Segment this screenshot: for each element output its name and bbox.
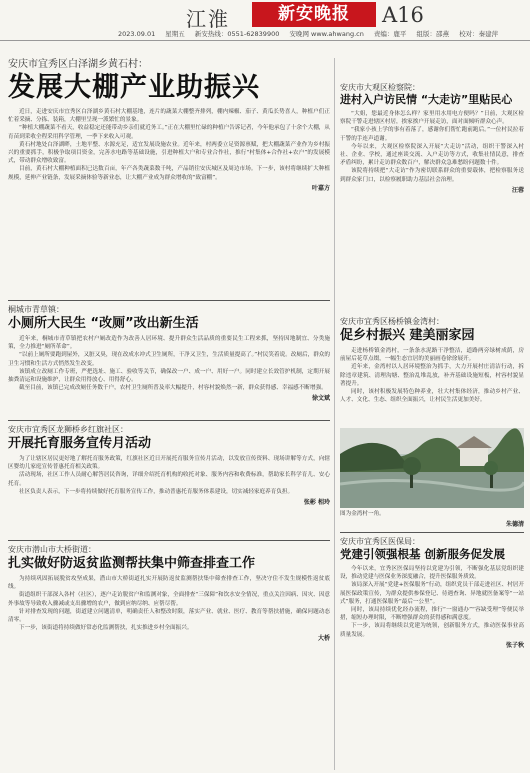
tongcheng-story [8,304,330,416]
yangqiao-kicker: 安庆市宜秀区杨桥镇金湾村： [340,317,444,326]
medical-paragraph: 今年以来，宜秀区医保局坚持以党建为引领，不断强化基层党组织建设，推动党建与医保业务深度融合，提升医保服务质效。 [340,566,524,581]
medical-paragraph: 下一步，该局将继续以党建为统领，创新服务方式，推动医保事业高质量发展。 [340,623,524,638]
tongcheng-paragraph: 该镇成立改厕工作专班，严把选址、施工、验收等关节，确保改一户、成一户、用好一户。同时建立长效管护机制，定期开展抽粪清运和设施维护，让群众用得放心、用得舒心。 [8,368,330,384]
yangqiao-story [340,316,524,426]
childcare-paragraph: 社区负责人表示，下一步将持续做好托育服务宣传工作，推动普惠托育服务体系建设，切实减轻家庭养育负担。 [19,488,294,495]
procuratorate-paragraph: “我家小孩上学的事有着落了，感谢你们帮忙跑前跑后。”一位村民拉着干警的手连声道谢。 [340,127,524,142]
yangqiao-paragraph: 同时，该村积极发展特色种养业，壮大村集体经济，推动乡村产业、人才、文化、生态、组织全面振兴，让村民生活更加美好。 [340,389,524,404]
divider [8,420,330,421]
childcare-byline: 张彬 相玲 [303,499,330,507]
procuratorate-story [340,82,524,294]
tongcheng-paragraph: 近年来，桐城市青草镇把农村户厕改造作为改善人居环境、提升群众生活品质的重要民生工程来抓，坚持因地制宜、分类施策，全力推进“厕所革命”。 [8,336,330,351]
issue-date: 2023.09.01 [118,30,156,38]
masthead [0,0,530,41]
lead-paragraph: 黄石村地处白泽湖畔，土地平整、水源充足，适宜发展设施农业。近年来，村两委立足资源禀赋，把大棚蔬菜产业作为乡村振兴的重要抓手，积极争取项目资金，完善水电路等基础设施，引进种植大户和专业合作社，推行“村集体+合作社+农户”的发展模式，带动群众增收致富。 [8,141,330,165]
medical-paragraph: 该局深入开展“党建+医保服务”行动，组织党员干部走进社区、村居开展医保政策宣传，为群众提供参保登记、待遇查询、异地就医备案等“一站式”服务，打通医保服务“最后一公里”。 [340,582,524,605]
medical-headline: 党建引领强根基 创新服务促发展 [340,547,506,561]
procuratorate-headline: 进村入户访民情 “大走访”里贴民心 [340,93,513,106]
medical-insurance-story [340,536,524,768]
designer: 组版：邵燕 [416,30,449,38]
village-photo [340,428,524,508]
poverty-monitoring-story [8,544,330,770]
yangqiao-byline: 朱德清 [505,521,524,528]
procuratorate-paragraph: 今年以来，大观区检察院深入开展“大走访”活动，组织干警深入村社、企业、学校，通过座谈交流、入户走访等方式，收集社情民意，排查矛盾纠纷，累计走访群众数百户，解决群众急难愁盼问题数十件。 [340,143,524,167]
childcare-paragraph: 为了让辖区居民更好地了解托育服务政策，红旗社区近日开展托育服务宣传月活动，以发放宣传资料、现场讲解等方式，向辖区婴幼儿家庭宣传普惠托育相关政策。 [8,456,330,471]
procuratorate-paragraph: 该院将持续把“大走访”作为密切联系群众的重要载体，把检察服务送到群众家门口，以检察履职助力基层社会治理。 [340,168,524,183]
childcare-kicker: 安庆市宜秀区龙狮桥乡红旗社区： [8,425,128,434]
column-rule [334,58,335,770]
website: 安晚网 www.ahwang.cn [289,30,364,38]
procuratorate-byline: 汪蓉 [511,186,524,194]
lead-story [8,58,330,298]
childcare-story [8,424,330,532]
medical-paragraph: 同时，该局持续优化经办流程，推行“一窗通办”“容缺受理”等便民举措，缩短办理时限，不断增强群众的获得感和满意度。 [340,607,524,622]
masthead-meta [118,29,506,38]
divider [340,532,524,533]
lead-kicker: 安庆市宜秀区白泽湖乡黄石村： [8,59,148,70]
photo-caption-block [340,510,524,528]
qianshan-paragraph: 街道组织干部深入各村（社区），逐户走访脱贫户和监测对象，全面排查“三保障”和饮水安全情况，重点关注因病、因灾、因意外事故等导致收入骤减或支出骤增的农户，做到应纳尽纳、应帮尽帮。 [8,592,330,607]
hotline: 新安热线：0551-62839900 [194,30,280,38]
village-scene-image [340,428,524,508]
medical-kicker: 安庆市宜秀区医保局： [340,537,420,546]
tongcheng-headline: 小厕所大民生 “改厕”改出新生活 [8,316,199,331]
editor: 责编：鹿平 [373,30,407,38]
procuratorate-paragraph: “大姐，您最近身体怎么样？家里用水用电方便吗？”日前，大观区检察院干警走进辖区村居，挨家挨户开展走访，面对面倾听群众心声。 [340,111,524,126]
lead-byline: 叶嘉方 [311,184,330,192]
proofreader: 校对：秦建萍 [459,30,499,38]
childcare-headline: 开展托育服务宣传月活动 [8,436,152,451]
page-number: A16 [382,3,424,27]
region-name: 江淮 [186,7,230,31]
divider [8,540,330,541]
photo-caption: 图为金湾村一角。 [340,511,385,517]
qianshan-paragraph: 下一步，该街道将持续做好常态化监测帮扶，扎实推进乡村全面振兴。 [19,625,193,632]
yangqiao-paragraph: 近年来，金湾村以人居环境整治为抓手，大力开展村庄清洁行动，拆除违章建筑、清理沟塘、整治乱堆乱放，补齐基础设施短板，村容村貌显著提升。 [340,364,524,387]
qianshan-kicker: 安庆市潜山市大桥街道： [8,545,96,554]
qianshan-byline: 大桥 [317,635,330,643]
yangqiao-headline: 促乡村振兴 建美丽家园 [340,328,475,343]
issue-weekday: 星期五 [165,30,185,38]
lead-paragraph: “种植大棚蔬菜不看天，收益稳定还能带动乡亲们就近务工。”正在大棚里忙碌的种植户告诉记者，今年他承包了十余个大棚，从育苗到采收全程采用科学管理，一季下来收入可观。 [8,125,330,140]
qianshan-headline: 扎实做好防返贫监测帮扶集中筛查排查工作 [8,556,256,571]
procuratorate-kicker: 安庆市大观区检察院： [340,83,420,92]
childcare-paragraph: 活动现场，社区工作人员耐心解答居民咨询，详细介绍托育机构的收托对象、服务内容和收费标准，帮助家长科学育儿、安心托育。 [8,472,330,487]
tongcheng-paragraph: 截至目前，该镇已完成改厕任务数千户，农村卫生厕所普及率大幅提升，村容村貌焕然一新，群众获得感、幸福感不断增强。 [19,385,327,392]
yangqiao-paragraph: 走进杨桥镇金湾村，一条条水泥路干净整洁，道路两旁绿树成荫，房前屋后花草点缀，一幅生态宜居的美丽画卷徐徐展开。 [340,348,524,363]
newspaper-logo: 新安晚报 [252,2,376,27]
tongcheng-paragraph: “以前上厕所要跑到屋外，又脏又臭，现在改成水冲式卫生厕所，干净又卫生，生活质量提高了。”村民笑着说。改厕后，群众的卫生习惯和生活方式悄然发生改变。 [8,352,330,367]
divider [8,300,330,301]
qianshan-paragraph: 针对排查发现的问题，街道建立问题清单，明确责任人和整改时限，落实产业、就业、医疗、教育等帮扶措施，确保问题动态清零。 [8,608,330,624]
tongcheng-byline: 徐文斌 [311,395,330,403]
lead-headline: 发展大棚产业助振兴 [8,72,260,103]
qianshan-paragraph: 为持续巩固拓展脱贫攻坚成果，潜山市大桥街道扎实开展防返贫监测帮扶集中筛查排查工作，坚决守住不发生规模性返贫底线。 [8,576,330,591]
tongcheng-kicker: 桐城市青草镇： [8,305,64,314]
lead-paragraph: 目前，黄石村大棚种植面积已达数百亩，年产各类蔬菜数千吨，产品销往安庆城区及周边市场。下一步，该村将继续扩大种植规模，延伸产业链条，发展采摘体验等新业态，让大棚产业成为群众增收的“致富棚”。 [8,166,330,181]
medical-byline: 张子秋 [505,641,524,649]
lead-paragraph: 近日，走进安庆市宜秀区白泽湖乡黄石村大棚基地，连片的蔬菜大棚整齐排列，棚内辣椒、茄子、黄瓜长势喜人，种植户们正忙着采摘、分拣、装箱，大棚里呈现一派繁忙的景象。 [8,109,330,124]
